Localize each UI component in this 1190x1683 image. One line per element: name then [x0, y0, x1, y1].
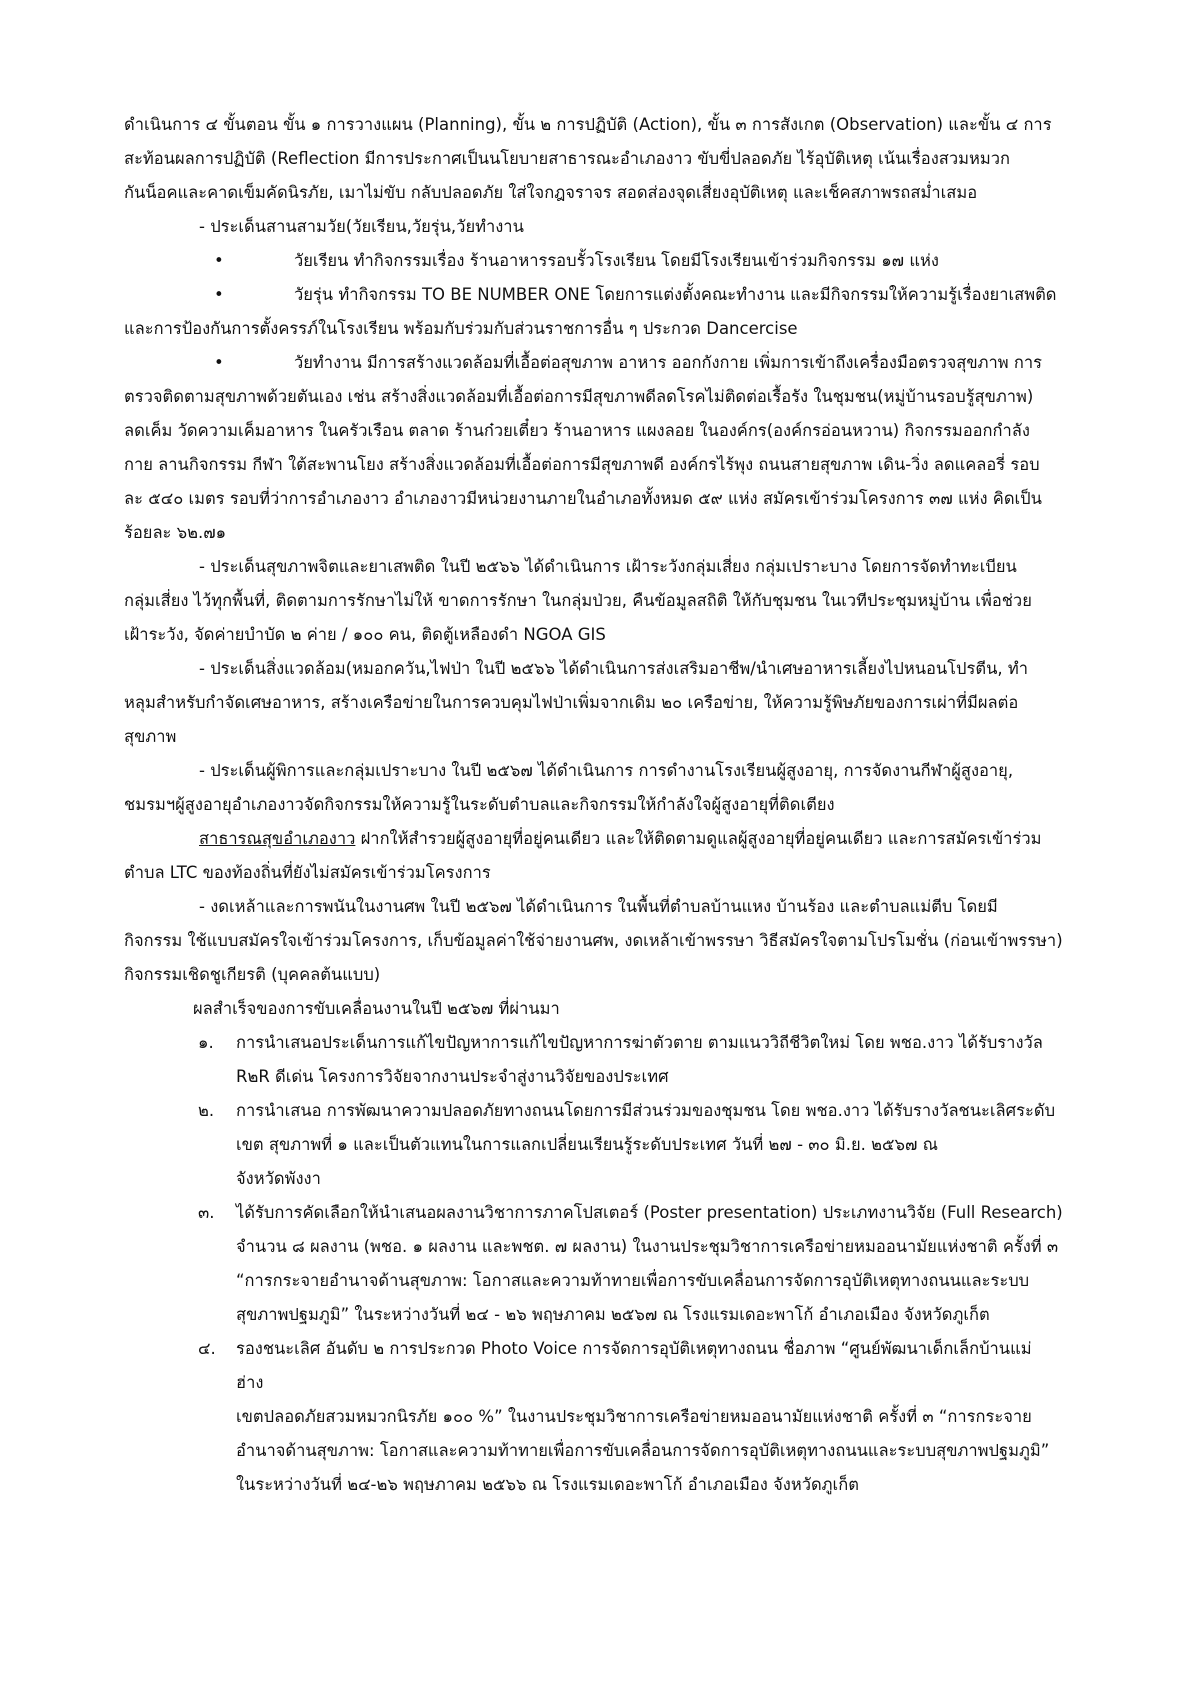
paragraph-line: กิจกรรมเชิดชูเกียรติ (บุคคลต้นแบบ) [124, 965, 381, 984]
paragraph-line: กลุ่มเสี่ยง ไว้ทุกพื้นที่, ติดตามการรักษาไม่ให้ ขาดการรักษา ในกลุ่มป่วย, คืนข้อมูลสถิติ ให้กับชุมชน ในเวทีประชุมหมู่บ้าน เพื่อช่วย [124, 591, 1032, 610]
results-heading: ผลสำเร็จของการขับเคลื่อนงานในปี ๒๕๖๗ ที่ผ่านมา [193, 999, 560, 1018]
bullet-icon: • [214, 285, 224, 304]
paragraph-line: ดำเนินการ ๔ ขั้นตอน ขั้น ๑ การวางแผน (Planning), ขั้น ๒ การปฏิบัติ (Action), ขั้น ๓ การสังเกต (Observation) และขั้น ๔ การ [124, 115, 1052, 134]
bullet-item: • วัยเรียน ทำกิจกรรมเรื่อง ร้านอาหารรอบรั้วโรงเรียน โดยมีโรงเรียนเข้าร่วมกิจกรรม ๑๗ แห่ง [124, 244, 1082, 278]
public-health-label: สาธารณสุขอำเภองาว [199, 829, 356, 848]
paragraph-line: ร้อยละ ๖๒.๗๑ [124, 523, 227, 542]
paragraph-line: กันน็อคและคาดเข็มคัดนิรภัย, เมาไม่ขับ กลับปลอดภัย ใส่ใจกฎจราจร สอดส่องจุดเสี่ยงอุบัติเหตุ และเช็คสภาพรถสม่ำเสมอ [124, 183, 978, 202]
paragraph-line: กาย ลานกิจกรรม กีฬา ใต้สะพานโยง สร้างสิ่งแวดล้อมที่เอื้อต่อการมีสุขภาพดี องค์กรไร้พุง ถนนสายสุขภาพ เดิน-วิ่ง ลดแคลอรี่ รอบ [124, 455, 1040, 474]
paragraph-line: ชมรมฯผู้สูงอายุอำเภองาวจัดกิจกรรมให้ความรู้ในระดับตำบลและกิจกรรมให้กำลังใจผู้สูงอายุที่ติดเตียง [124, 795, 835, 814]
bullet-item: • วัยทำงาน มีการสร้างแวดล้อมที่เอื้อต่อสุขภาพ อาหาร ออกกังกาย เพิ่มการเข้าถึงเครื่องมือตรวจสุขภาพ การ [124, 346, 1082, 380]
numbered-item-cont: ในระหว่างวันที่ ๒๔-๒๖ พฤษภาคม ๒๕๖๖ ณ โรงแรมเดอะพาโก้ อำเภอเมือง จังหวัดภูเก็ต [236, 1475, 859, 1494]
paragraph-line: - ประเด็นผู้พิการและกลุ่มเปราะบาง ในปี ๒๕๖๗ ได้ดำเนินการ การดำงานโรงเรียนผู้สูงอายุ, การจัดงานกีฬาผู้สูงอายุ, [199, 761, 1014, 780]
age-heading: - ประเด็นสานสามวัย(วัยเรียน,วัยรุ่น,วัยทำงาน [199, 217, 524, 236]
paragraph-line: ละ ๕๔๐ เมตร รอบที่ว่าการอำเภองาว อำเภองาวมีหน่วยงานภายในอำเภอทั้งหมด ๕๙ แห่ง สมัครเข้าร่วมโครงการ ๓๗ แห่ง คิดเป็น [124, 489, 1042, 508]
paragraph-line: ลดเค็ม วัดความเค็มอาหาร ในครัวเรือน ตลาด ร้านก๋วยเตี๋ยว ร้านอาหาร แผงลอย ในองค์กร(องค์กรอ่อนหวาน) กิจกรรมออกกำลัง [124, 421, 1030, 440]
paragraph-line: เฝ้าระวัง, จัดค่ายบำบัด ๒ ค่าย / ๑๐๐ คน, ติดตู้เหลืองดำ NGOA GIS [124, 625, 606, 644]
paragraph-line: กิจกรรม ใช้แบบสมัครใจเข้าร่วมโครงการ, เก็บข้อมูลค่าใช้จ่ายงานศพ, งดเหล้าเข้าพรรษา วิธีสมัครใจตามโปรโมชั่น (ก่อนเข้าพรรษา) [124, 931, 1063, 950]
numbered-item: ๑. การนำเสนอประเด็นการแก้ไขปัญหาการแก้ไขปัญหาการฆ่าตัวตาย ตามแนววิถีชีวิตใหม่ โดย พชอ.งาว ได้รับรางวัล [198, 1033, 1043, 1052]
numbered-item-cont: จังหวัดพังงา [236, 1169, 321, 1188]
bullet-icon: • [214, 353, 224, 372]
paragraph-line: สุขภาพ [124, 727, 177, 746]
paragraph-line: ตำบล LTC ของท้องถิ่นที่ยังไม่สมัครเข้าร่วมโครงการ [124, 863, 491, 882]
numbered-item: ๔. รองชนะเลิศ อันดับ ๒ การประกวด Photo Voice การจัดการอุบัติเหตุทางถนน ชื่อภาพ “ศูนย์พัฒนาเด็กเล็กบ้านแม่ [198, 1339, 1032, 1358]
numbered-item-cont: “การกระจายอำนาจด้านสุขภาพ: โอกาสและความท้าทายเพื่อการขับเคลื่อนการจัดการอุบัติเหตุทางถนนและระบบ [236, 1271, 1030, 1290]
numbered-item-cont: จำนวน ๘ ผลงาน (พชอ. ๑ ผลงาน และพชต. ๗ ผลงาน) ในงานประชุมวิชาการเครือข่ายหมออนามัยแห่งชาติ ครั้งที่ ๓ [236, 1237, 1059, 1256]
paragraph-line: สาธารณสุขอำเภองาว ฝากให้สำรวยผู้สูงอายุที่อยู่คนเดียว และให้ติดตามดูแลผู้สูงอายุที่อยู่คนเดียว และการสมัครเข้าร่วม [199, 829, 1042, 848]
numbered-item-cont: ฮ่าง [236, 1373, 264, 1392]
numbered-item: ๓. ได้รับการคัดเลือกให้นำเสนอผลงานวิชาการภาคโปสเตอร์ (Poster presentation) ประเภทงานวิจัย (Full Research) [198, 1203, 1063, 1222]
bullet-icon: • [214, 251, 224, 270]
paragraph-line: และการป้องกันการตั้งครรภ์ในโรงเรียน พร้อมกับร่วมกับส่วนราชการอื่น ๆ ประกวด Dancercise [124, 319, 798, 338]
paragraph-line: - ประเด็นสิ่งแวดล้อม(หมอกควัน,ไฟป่า ในปี ๒๕๖๖ ได้ดำเนินการส่งเสริมอาชีพ/นำเศษอาหารเลี้ยงไปหนอนโปรตีน, ทำ [199, 659, 1028, 678]
document-page [124, 108, 1082, 1502]
paragraph-line: ตรวจติดตามสุขภาพด้วยตันเอง เช่น สร้างสิ่งแวดล้อมที่เอื้อต่อการมีสุขภาพดีลดโรคไม่ติดต่อเรื้อรัง ในชุมชน(หมู่บ้านรอบรู้สุขภาพ) [124, 387, 1034, 406]
numbered-item-cont: เขตปลอดภัยสวมหมวกนิรภัย ๑๐๐ %” ในงานประชุมวิชาการเครือข่ายหมออนามัยแห่งชาติ ครั้งที่ ๓ “การกระจาย [236, 1407, 1032, 1426]
numbered-item-cont: อำนาจด้านสุขภาพ: โอกาสและความท้าทายเพื่อการขับเคลื่อนการจัดการอุบัติเหตุทางถนนและระบบสุขภาพปฐมภูมิ” [236, 1441, 1050, 1460]
paragraph-line: สะท้อนผลการปฏิบัติ (Reflection มีการประกาศเป็นนโยบายสาธารณะอำเภองาว ขับขี่ปลอดภัย ไร้อุบัติเหตุ เน้นเรื่องสวมหมวก [124, 149, 1010, 168]
numbered-item-cont: สุขภาพปฐมภูมิ” ในระหว่างวันที่ ๒๔ - ๒๖ พฤษภาคม ๒๕๖๗ ณ โรงแรมเดอะพาโก้ อำเภอเมือง จังหวัดภูเก็ต [236, 1305, 990, 1324]
paragraph-line: หลุมสำหรับกำจัดเศษอาหาร, สร้างเครือข่ายในการควบคุมไฟป่าเพิ่มจากเดิม ๒๐ เครือข่าย, ให้ความรู้พิษภัยของการเผ่าที่มีผลต่อ [124, 693, 1019, 712]
paragraph-line: - งดเหล้าและการพนันในงานศพ ในปี ๒๕๖๗ ได้ดำเนินการ ในพื้นที่ตำบลบ้านแหง บ้านร้อง และตำบลแม่ตีบ โดยมี [199, 897, 998, 916]
bullet-item: • วัยรุ่น ทำกิจกรรม TO BE NUMBER ONE โดยการแต่งตั้งคณะทำงาน และมีกิจกรรมให้ความรู้เรื่องยาเสพติด [124, 278, 1082, 312]
paragraph-line: - ประเด็นสุขภาพจิตและยาเสพติด ในปี ๒๕๖๖ ได้ดำเนินการ เฝ้าระวังกลุ่มเสี่ยง กลุ่มเปราะบาง โดยการจัดทำทะเบียน [199, 557, 1017, 576]
numbered-item-cont: R๒R ดีเด่น โครงการวิจัยจากงานประจำสู่งานวิจัยของประเทศ [236, 1067, 669, 1086]
numbered-item: ๒. การนำเสนอ การพัฒนาความปลอดภัยทางถนนโดยการมีส่วนร่วมของชุมชน โดย พชอ.งาว ได้รับรางวัลชนะเลิศระดับ [198, 1101, 1056, 1120]
numbered-item-cont: เขต สุขภาพที่ ๑ และเป็นตัวแทนในการแลกเปลี่ยนเรียนรู้ระดับประเทศ วันที่ ๒๗ - ๓๐ มิ.ย. ๒๕๖๗ ณ [236, 1135, 938, 1154]
